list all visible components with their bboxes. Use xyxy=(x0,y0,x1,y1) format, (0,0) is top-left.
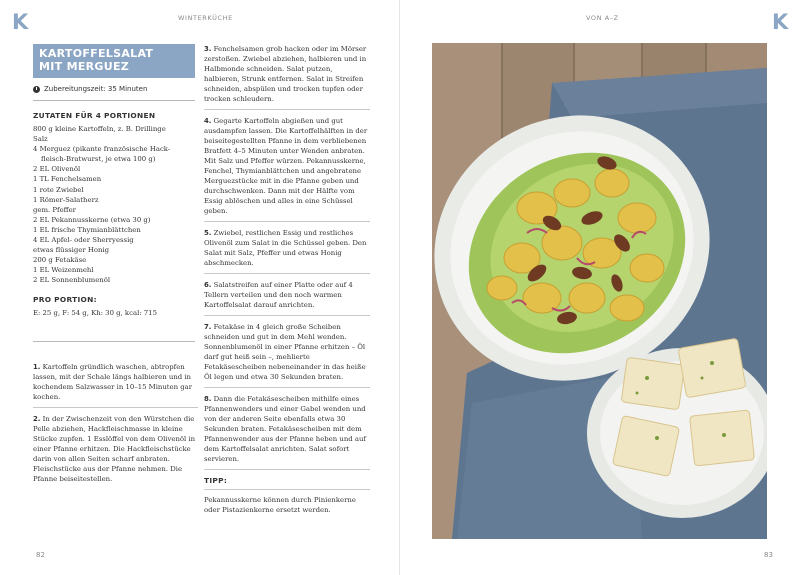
step-3 xyxy=(204,44,370,104)
divider xyxy=(204,315,370,316)
step-2 xyxy=(33,414,198,484)
ingredient-item: fleisch-Bratwurst, je etwa 100 g) xyxy=(41,155,156,164)
page-number-left: 82 xyxy=(36,551,45,559)
recipe-sidebar xyxy=(33,44,195,342)
nutrition-values: E: 25 g, F: 54 g, Kh: 30 g, kcal: 715 xyxy=(33,308,157,317)
divider xyxy=(204,221,370,222)
divider xyxy=(204,109,370,110)
ingredient-item: 4 Merguez (pikante französische Hack- xyxy=(33,145,171,154)
running-header-left: WINTERKÜCHE xyxy=(178,14,233,22)
steps-column-middle xyxy=(204,44,370,515)
ingredient-item: 1 Römer-Salatherz xyxy=(33,195,99,204)
step-number: 8. xyxy=(204,395,212,403)
ingredient-item: Salz xyxy=(33,135,48,144)
step-number: 6. xyxy=(204,281,212,289)
step-1 xyxy=(33,362,198,402)
running-header-right: VON A–Z xyxy=(586,14,619,22)
ingredient-item: 4 EL Apfel- oder Sherryessig xyxy=(33,236,134,245)
divider xyxy=(204,469,370,470)
ingredient-item: 1 rote Zwiebel xyxy=(33,185,84,194)
step-6 xyxy=(204,280,370,310)
step-number: 2. xyxy=(33,415,41,423)
ingredient-item: etwas flüssiger Honig xyxy=(33,246,110,255)
ingredient-item: gem. Pfeffer xyxy=(33,205,76,214)
step-text: Salatstreifen auf einer Platte oder auf 4 Tellern verteilen und den noch warmen Kartoffelsalat darauf anrichten. xyxy=(204,281,353,309)
divider xyxy=(204,489,370,490)
tab-letter-right: K xyxy=(772,10,789,34)
prep-time-text: Zubereitungszeit: 35 Minuten xyxy=(44,85,148,93)
food-photo xyxy=(432,43,767,539)
divider xyxy=(33,100,195,101)
ingredient-item: 2 EL Pekannusskerne (etwa 30 g) xyxy=(33,215,151,224)
ingredients-heading: ZUTATEN FÜR 4 PORTIONEN xyxy=(33,111,156,120)
step-text: Fenchelsamen grob hacken oder im Mörser zerstoßen. Zwiebel abziehen, halbieren und in Halbmonde schneiden. Salat putzen, halbieren, Strunk entfernen. Salat in Streifen schneiden, abspülen und trocken tupfen oder trocken schleudern. xyxy=(204,45,367,103)
step-text: Dann die Fetakäsescheiben mithilfe eines Pfannenwenders und einer Gabel wenden und von der anderen Seite ebenfalls etwa 30 Sekunden braten. Fetakäsescheiben mit dem Pfannenwender aus der Pfanne heben und auf dem Kartoffelsalat anrichten. Salat sofort servieren. xyxy=(204,395,366,463)
divider xyxy=(33,407,198,408)
food-photo-illustration xyxy=(432,43,767,539)
recipe-title-line2: MIT MERGUEZ xyxy=(39,59,130,73)
step-number: 5. xyxy=(204,229,212,237)
prep-time xyxy=(33,85,195,93)
recipe-title-bar xyxy=(33,44,195,78)
ingredient-item: 1 EL Weizenmehl xyxy=(33,266,94,275)
ingredient-item: 200 g Fetakäse xyxy=(33,256,87,265)
ingredient-item: 1 EL frische Thymianblättchen xyxy=(33,225,141,234)
tip-text: Pekannusskerne können durch Pinienkerne oder Pistazienkerne ersetzt werden. xyxy=(204,496,356,514)
step-8 xyxy=(204,394,370,464)
ingredient-item: 2 EL Sonnenblumenöl xyxy=(33,276,111,285)
divider xyxy=(204,387,370,388)
step-5 xyxy=(204,228,370,268)
step-text: Fetakäse in 4 gleich große Scheiben schneiden und gut in dem Mehl wenden. Sonnenblumenöl in einer Pfanne erhitzen – Öl darf gut heiß sein –, mehlierte Fetakäsescheiben nebeneinander in das heiße Öl legen und etwa 30 Sekunden braten. xyxy=(204,323,366,381)
step-number: 3. xyxy=(204,45,212,53)
step-number: 1. xyxy=(33,363,41,371)
recipe-title-line1: KARTOFFELSALAT xyxy=(39,47,154,60)
page-number-right: 83 xyxy=(764,551,773,559)
divider xyxy=(204,273,370,274)
divider xyxy=(33,341,195,342)
step-number: 4. xyxy=(204,117,212,125)
step-7 xyxy=(204,322,370,382)
tab-letter-left: K xyxy=(12,10,29,34)
step-text: Gegarte Kartoffeln abgießen und gut ausdampfen lassen. Die Kartoffelhälften in der beiseitegestellten Pfanne in dem verbliebenen Bratfett 4–5 Minuten unter Wenden anbraten. Mit Salz und Pfeffer würzen. Pekannusskerne, Fenchel, Thymianblättchen und angebratene Merguezstücke mit in die Pfanne geben und durchschwenken. Dann mit der Hälfte vom Essig ablöschen und alles in eine Schüssel geben. xyxy=(204,117,368,215)
step-number: 7. xyxy=(204,323,212,331)
step-text: Kartoffeln gründlich waschen, abtropfen lassen, mit der Schale längs halbieren und in kochendem Salzwasser in 10–15 Minuten gar kochen. xyxy=(33,363,193,401)
step-text: In der Zwischenzeit von den Würstchen die Pelle abziehen, Hackfleischmasse in kleine Stücke zupfen. 1 Esslöffel von dem Olivenöl in einer Pfanne erhitzen. Die Hackfleischstücke darin von allen Seiten scharf anbraten. Fleischstücke aus der Pfanne nehmen. Die Pfanne beiseitestellen. xyxy=(33,415,196,483)
nutrition-heading: PRO PORTION: xyxy=(33,294,97,304)
ingredient-item: 2 EL Olivenöl xyxy=(33,165,81,174)
steps-column-left xyxy=(33,362,198,484)
clock-icon xyxy=(33,86,40,93)
ingredient-list xyxy=(33,124,195,286)
step-text: Zwiebel, restlichen Essig und restliches Olivenöl zum Salat in die Schüssel geben. Den Salat mit Salz, Pfeffer und etwas Honig abschmecken. xyxy=(204,229,367,267)
ingredient-item: 800 g kleine Kartoffeln, z. B. Drillinge xyxy=(33,125,166,133)
ingredient-item: 1 TL Fenchelsamen xyxy=(33,175,102,184)
step-4 xyxy=(204,116,370,216)
tip-heading: TIPP: xyxy=(204,476,228,485)
